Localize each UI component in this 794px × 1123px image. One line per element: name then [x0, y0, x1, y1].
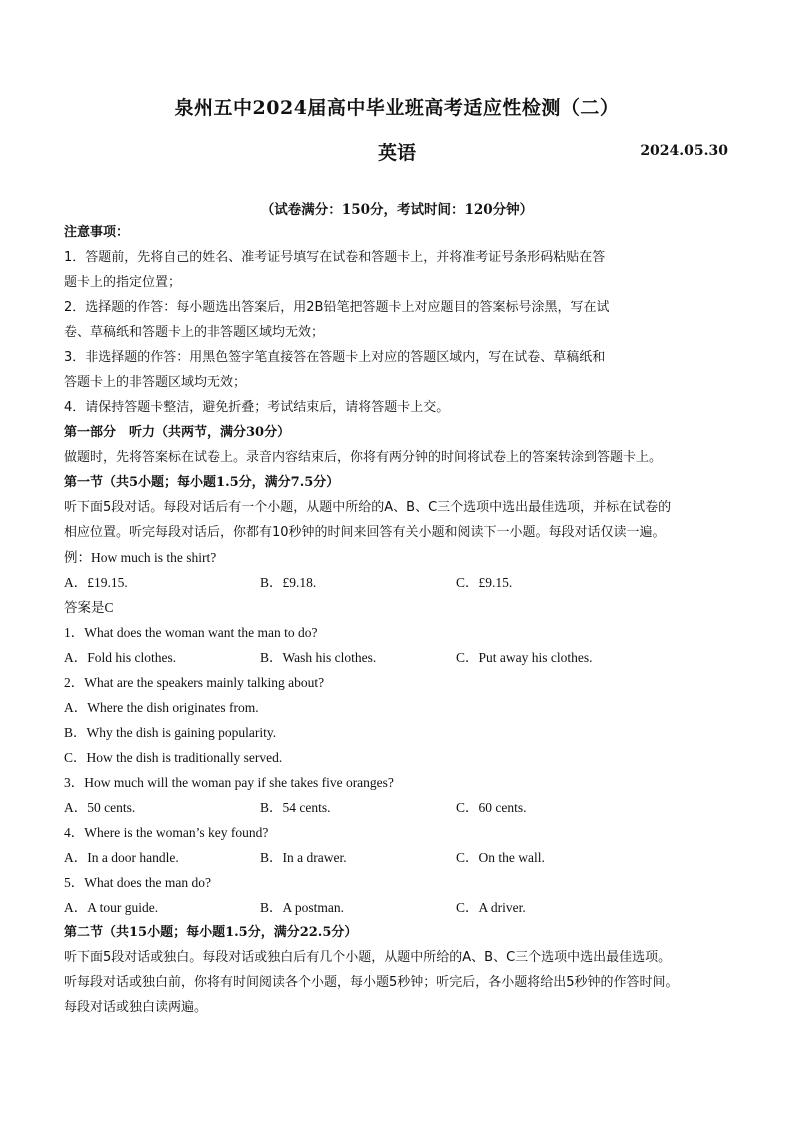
- example-answer: 答案是C: [64, 600, 114, 615]
- section1-instruction: 相应位置。听完每段对话后，你都有10秒钟的时间来回答有关小题和阅读下一小题。每段对话仅读一遍。: [64, 525, 666, 540]
- section1-heading: 第一节（共5小题；每小题1.5分，满分7.5分）: [64, 475, 340, 490]
- option-a: A．Where the dish originates from.: [64, 700, 259, 715]
- question-2: 2．What are the speakers mainly talking about?: [64, 675, 325, 690]
- option-c: C．A driver.: [456, 900, 526, 915]
- question-4: 4．Where is the woman’s key found?: [64, 825, 269, 840]
- option-b: B．Why the dish is gaining popularity.: [64, 725, 277, 740]
- option-a: A．A tour guide.: [64, 900, 159, 915]
- option-a: A．50 cents.: [64, 800, 136, 815]
- exam-title: 泉州五中2024届高中毕业班高考适应性检测（二）: [174, 97, 620, 119]
- question-4-options: [64, 845, 732, 870]
- notes-line: 卷、草稿纸和答题卡上的非答题区域均无效；: [64, 325, 325, 340]
- notes-line: 答题卡上的非答题区域均无效；: [64, 375, 247, 390]
- section2-instruction: 听每段对话或独白前，你将有时间阅读各个小题，每小题5秒钟；听完后，各小题将给出5秒钟的作答时间。: [64, 975, 679, 990]
- exam-meta: （试卷满分：150分，考试时间：120分钟）: [260, 202, 534, 218]
- option-c: C．How the dish is traditionally served.: [64, 750, 283, 765]
- option-a: A．In a door handle.: [64, 850, 179, 865]
- exam-date: 2024.05.30: [640, 143, 728, 159]
- option-c: C．60 cents.: [456, 800, 527, 815]
- example-question: 例：How much is the shirt?: [64, 550, 217, 565]
- option-c: C．£9.15.: [456, 575, 513, 590]
- notes-heading: 注意事项：: [64, 225, 130, 240]
- section1-instruction: 听下面5段对话。每段对话后有一个小题，从题中所给的A、B、C三个选项中选出最佳选项，并标在试卷的: [64, 500, 672, 515]
- question-1-options: [64, 645, 732, 670]
- part1-heading: 第一部分 听力（共两节，满分30分）: [64, 425, 291, 440]
- exam-body: [64, 220, 732, 1020]
- example-options: [64, 570, 732, 595]
- option-b: B．£9.18.: [260, 575, 317, 590]
- section2-instruction: 每段对话或独白读两遍。: [64, 1000, 208, 1015]
- notes-line: 1．答题前，先将自己的姓名、准考证号填写在试卷和答题卡上，并将准考证号条形码粘贴在答: [64, 250, 606, 265]
- option-b: B．54 cents.: [260, 800, 331, 815]
- question-5-options: [64, 895, 732, 920]
- question-5: 5．What does the man do?: [64, 875, 211, 890]
- notes-line: 题卡上的指定位置；: [64, 275, 182, 290]
- question-3: 3．How much will the woman pay if she takes five oranges?: [64, 775, 394, 790]
- question-1: 1．What does the woman want the man to do?: [64, 625, 318, 640]
- option-c: C．On the wall.: [456, 850, 545, 865]
- option-b: B．In a drawer.: [260, 850, 347, 865]
- notes-line: 4．请保持答题卡整洁，避免折叠；考试结束后，请将答题卡上交。: [64, 400, 450, 415]
- option-c: C．Put away his clothes.: [456, 650, 593, 665]
- option-b: B．A postman.: [260, 900, 345, 915]
- question-3-options: [64, 795, 732, 820]
- option-a: A．£19.15.: [64, 575, 128, 590]
- notes-line: 2．选择题的作答：每小题选出答案后，用2B铅笔把答题卡上对应题目的答案标号涂黑，写在试: [64, 300, 610, 315]
- option-a: A．Fold his clothes.: [64, 650, 177, 665]
- notes-line: 3．非选择题的作答：用黑色签字笔直接答在答题卡上对应的答题区域内，写在试卷、草稿纸和: [64, 350, 606, 365]
- section2-heading: 第二节（共15小题；每小题1.5分，满分22.5分）: [64, 925, 358, 940]
- option-b: B．Wash his clothes.: [260, 650, 377, 665]
- exam-subject: 英语: [377, 142, 416, 164]
- section2-instruction: 听下面5段对话或独白。每段对话或独白后有几个小题，从题中所给的A、B、C三个选项中选出最佳选项。: [64, 950, 672, 965]
- part1-intro: 做题时，先将答案标在试卷上。录音内容结束后，你将有两分钟的时间将试卷上的答案转涂到答题卡上。: [64, 450, 663, 465]
